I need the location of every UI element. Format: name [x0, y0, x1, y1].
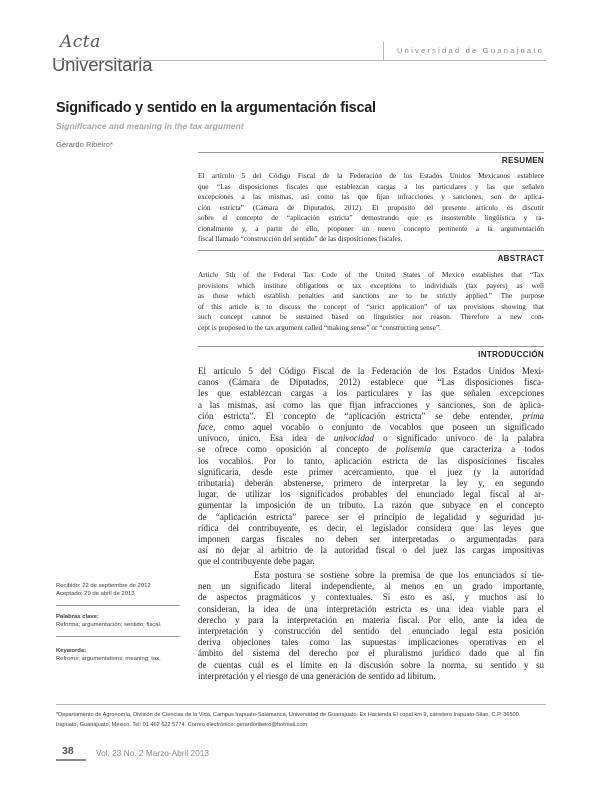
- body-line: canos (Cámara de Diputados, 2012) establece que “Las disposiciones fisca-: [198, 377, 544, 388]
- body-line: lugar, de utilizar los significados probables del enunciado legal fiscal al ar-: [198, 489, 544, 500]
- body-line: ción estricta”. El concepto de “aplicación estricta” se debe entender, prima: [198, 410, 544, 421]
- body-line: de cuentas cuál es el límite en la discusión sobre la norma, su sentido y su: [198, 659, 544, 670]
- body-line: de “aplicación estricta” parece ser el principio de legalidad y seguridad ju-: [198, 511, 544, 522]
- abstract-line: Article 5th of the Federal Tax Code of the United States of Mexico establishes that “Tax: [198, 271, 544, 279]
- body-line: derecho y para la interpretación en materia fiscal. Por ello, ante la idea de: [198, 614, 544, 625]
- resumen-line: excepciones a las mismas, así como las que fijan infracciones y sanciones, son de aplica-: [198, 193, 544, 201]
- resumen-line: ción estricta” (Cámara de Diputados, 2012). El propósito del presente artículo es discutir: [198, 203, 544, 212]
- keywords-en: Refroms; argumentations; meaning; tax.: [56, 656, 161, 662]
- abstract-line: such concept cannot be sustained based on linguistics nor reason. Therefore a new con-: [198, 313, 544, 321]
- body-line: interpretación y construcción del sentido del enunciado legal esta posición: [198, 626, 544, 637]
- body-line: se ofrece como oposición al concepto de polisemia que caracteriza a todos: [198, 444, 545, 455]
- keywords-en-label: Keywords:: [56, 648, 87, 654]
- resumen-line: que “Las disposiciones fiscales que establezcan cargas a los particulares y las que señalen: [198, 182, 544, 191]
- accepted-date: Aceptado: 29 de abril de 2013: [56, 591, 135, 597]
- body-line: gumentar la imposición de un tributo. La razón que subyace en el concepto: [198, 500, 544, 511]
- abstract-rule: [198, 250, 544, 251]
- abstract-line: as those which establish penalties and sanctions are to be strictly applied.” The purpose: [198, 292, 544, 300]
- body-line: a las mismas, así como las que fijan infracciones y sanciones, son de aplica-: [198, 399, 544, 410]
- body-line: significaría, desde este primer acercamiento, que el juez (y la autoridad: [198, 466, 544, 477]
- body-line: face, como aquel vocablo o conjunto de vocablos que poseen un significado: [198, 422, 544, 433]
- body-line: ámbito del sistema del derecho por el pluralismo jurídico dado que al fin: [198, 648, 544, 659]
- page-number: 38: [62, 745, 74, 757]
- body-line: imponen cargas fiscales no deben ser interpretadas o argumentadas para: [198, 534, 544, 545]
- introduccion-rule: [198, 346, 544, 347]
- body-line: de aspectos pragmáticos y contextuales. Si esto es así, y muchos así lo: [198, 592, 544, 603]
- resumen-rule: [198, 152, 544, 153]
- body-line: deriva objeciones tales como las supuestas implicaciones operativas en el: [198, 637, 544, 648]
- body-line: tributaria) deberán abstenerse, primero de interpretar la ley y, en segundo: [198, 478, 544, 489]
- abstract-line: provisions which institute obligations or tax exceptions to individuals (tax payers) as well: [198, 281, 544, 290]
- resumen-line: cionalmente y, a partir de ello, proponer un nuevo concepto pertinente a la argumentación: [198, 224, 544, 233]
- abstract-line: of this article is to discuss the concept of “strict application” of tax provisions showing that: [198, 302, 544, 311]
- sidebar-rule: [56, 605, 180, 606]
- body-line: El artículo 5 del Código Fiscal de la Federación de los Estados Unidos Mexi-: [198, 366, 544, 376]
- body-line: que el contribuyente debe pagar.: [198, 556, 315, 567]
- received-date: Recibido: 22 de septiembre de 2012: [56, 583, 151, 589]
- resumen-line: sobre el concepto de “aplicación estricta” demostrando que es insostenible lingüística y ra-: [198, 214, 544, 222]
- body-line: consideran, la idea de una interpretación estricta es una idea viable para el: [198, 603, 544, 614]
- body-line: los vocablos. Por lo tanto, aplicación estricta de las disposiciones fiscales: [198, 455, 544, 466]
- footnote-rule: [56, 704, 546, 705]
- author-footnote: [56, 711, 548, 731]
- introduccion-heading: INTRODUCCIÓN: [478, 350, 544, 359]
- article-author: Gerardo Ribeiro*: [56, 140, 113, 149]
- footnote-line: Irapuato, Guanajuato, México. Tel: 01 462 622 5774. Correo electrónico: gerardoribeiro@hotmail.com: [56, 721, 308, 728]
- abstract-line: cept is proposed to the tax argument called “making sense” or “constructing sense”.: [198, 323, 441, 332]
- resumen-text: [198, 171, 544, 245]
- body-line: Esta postura se sostiene sobre la premisa de que los enunciados sí tie-: [254, 570, 544, 580]
- article-subtitle: Significance and meaning in the tax argument: [56, 121, 244, 131]
- body-line: unívoco, único. Esa idea de univocidad o significado unívoco de la palabra: [198, 433, 544, 444]
- logo-universitaria-text: Universitaria: [52, 54, 153, 75]
- page-number-rule: [56, 759, 86, 761]
- body-line: les que establezcan cargas a los particulares y las que señalen excepciones: [198, 388, 544, 399]
- body-line: interpretación y el riesgo de una generación de sentido ad libitum.: [198, 670, 436, 681]
- logo-acta-text: Acta: [60, 32, 101, 52]
- resumen-line: fiscal llamado “construcción del sentido” de las disposiciones fiscales.: [198, 235, 403, 243]
- introduccion-paragraph-2: [198, 570, 544, 682]
- abstract-heading: ABSTRACT: [497, 254, 544, 263]
- body-line: así no dejar al arbitrio de la autoridad fiscal o del juez las cargas impositivas: [198, 545, 544, 556]
- article-title: Significado y sentido en la argumentación fiscal: [56, 100, 376, 116]
- header-divider: [383, 42, 384, 60]
- resumen-line: El artículo 5 del Código Fiscal de la Federación de los Estados Unidos Mexicanos establece: [198, 172, 544, 180]
- sidebar-rule: [56, 636, 180, 637]
- body-line: nen un significado literal independiente, al menos en un grado importante,: [198, 581, 544, 592]
- footnote-line: *Departamento de Agronomía, División de Ciencias de la Vida, Campus Irapuato-Salamanca, Universidad de Guanajuato. Ex Hacienda El copal km 9, carretera Irapuato-Silao, C.P. 36500.: [56, 712, 521, 718]
- keywords-es-label: Palabras clave:: [56, 614, 99, 620]
- journal-volume: Vol. 23 No. 2 Marzo-Abril 2013: [96, 748, 209, 758]
- university-name: Universidad de Guanajuato: [397, 46, 545, 55]
- header-rule: [56, 60, 546, 61]
- resumen-heading: RESUMEN: [501, 156, 544, 165]
- abstract-text: [198, 270, 544, 333]
- keywords-es: Reforma; argumentación; sentido; fiscal.: [56, 622, 162, 628]
- body-line: rídica del contribuyente, es decir, el legislador considera que las leyes que: [198, 522, 544, 533]
- introduccion-paragraph-1: [198, 366, 544, 568]
- journal-logo: [52, 32, 172, 84]
